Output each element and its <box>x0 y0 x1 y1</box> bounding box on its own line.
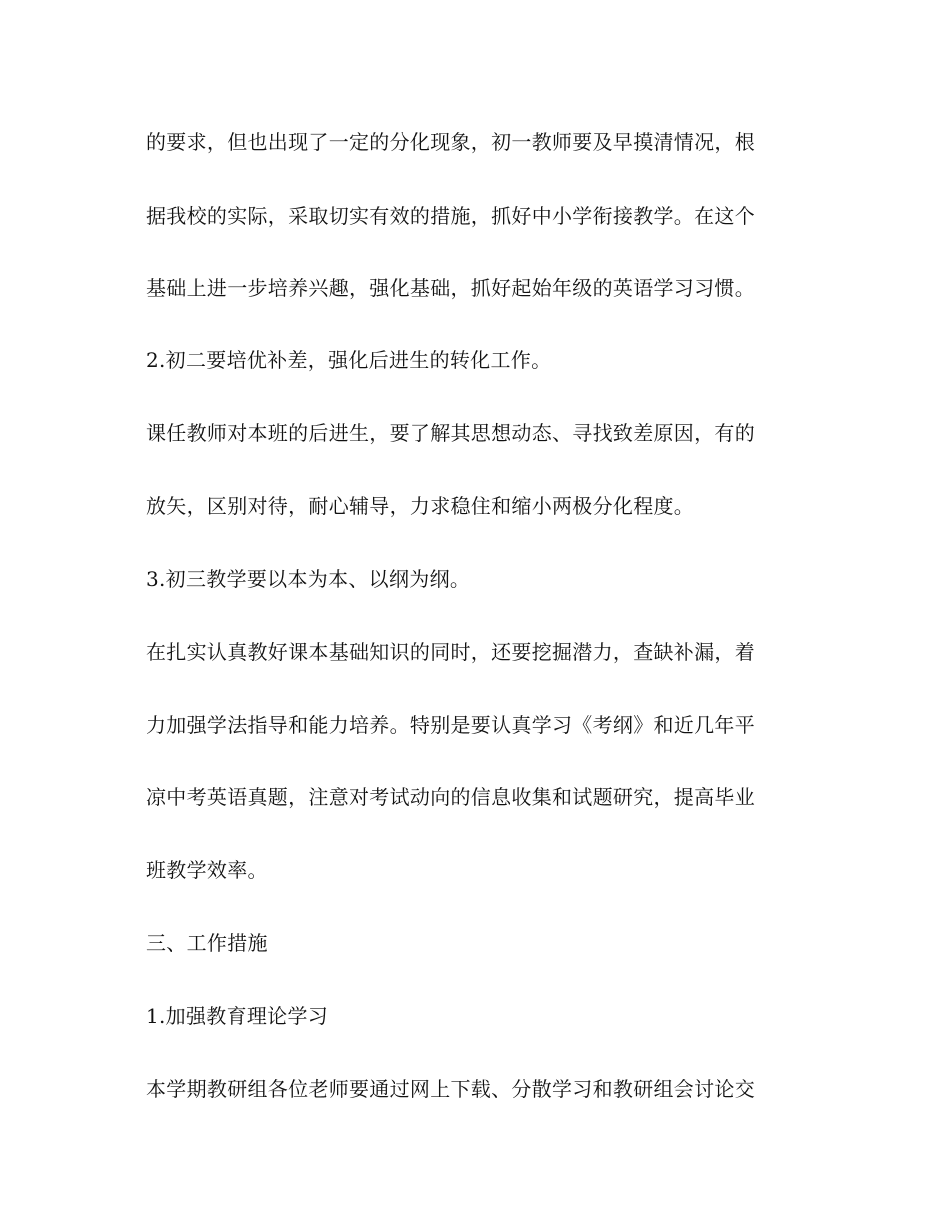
list-item-heading: 3.初三教学要以本为本、以纲为纲。 <box>146 567 471 591</box>
text-line: 班教学效率。 <box>146 858 268 882</box>
list-item-heading: 2.初二要培优补差，强化后进生的转化工作。 <box>146 348 552 372</box>
section-heading: 三、工作措施 <box>146 931 268 955</box>
text-line: 课任教师对本班的后进生，要了解其思想动态、寻找致差原因，有的 <box>146 421 755 445</box>
text-line: 在扎实认真教好课本基础知识的同时，还要挖掘潜力，查缺补漏，着 <box>146 640 755 664</box>
text-line: 基础上进一步培养兴趣，强化基础，抓好起始年级的英语学习习惯。 <box>146 276 755 300</box>
text-line: 的要求，但也出现了一定的分化现象，初一教师要及早摸清情况，根 <box>146 130 755 154</box>
text-line: 据我校的实际，采取切实有效的措施，抓好中小学衔接教学。在这个 <box>146 204 755 228</box>
text-line: 放矢，区别对待，耐心辅导，力求稳住和缩小两极分化程度。 <box>146 494 695 518</box>
list-item-heading: 1.加强教育理论学习 <box>146 1004 329 1028</box>
text-line: 本学期教研组各位老师要通过网上下载、分散学习和教研组会讨论交 <box>146 1077 755 1101</box>
text-line: 力加强学法指导和能力培养。特别是要认真学习《考纲》和近几年平 <box>146 713 755 737</box>
text-line: 凉中考英语真题，注意对考试动向的信息收集和试题研究，提高毕业 <box>146 785 755 809</box>
